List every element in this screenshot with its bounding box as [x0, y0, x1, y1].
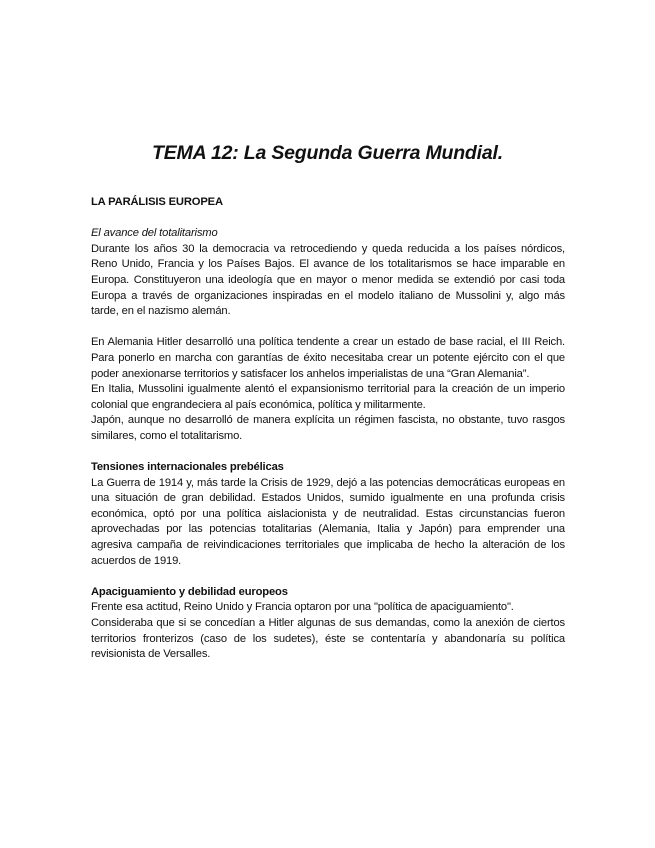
document-body [91, 195, 565, 663]
paragraph: Consideraba que si se concedían a Hitler algunas de sus demandas, como la anexión de ciertos territorios fronterizos (caso de los sudetes), éste se contentaría y abandonaría su política revisionista de Versalles. [91, 617, 565, 661]
spacer [91, 320, 565, 336]
subheading-tensiones: Tensiones internacionales prebélicas [91, 461, 284, 474]
paragraph: En Italia, Mussolini igualmente alentó el expansionismo territorial para la creación de un imperio colonial que engrandeciera al país económica, política y militarmente. [91, 383, 565, 411]
section-heading: LA PARÁLISIS EUROPEA [91, 196, 223, 208]
subheading-totalitarismo: El avance del totalitarismo [91, 227, 218, 240]
paragraph: La Guerra de 1914 y, más tarde la Crisis de 1929, dejó a las potencias democráticas europeas en una situación de gran debilidad. Estados Unidos, sumido igualmente en una profunda crisis económica, optó por una política aislacionista y de neutralidad. Estas circunstancias fueron aprovechadas por las potencias totalitarias (Alemania, Italia y Japón) para emprender una agresiva campaña de reivindicaciones territoriales que implicaba de hecho la alteración de los acuerdos de 1919. [91, 476, 565, 567]
paragraph: En Alemania Hitler desarrolló una política tendente a crear un estado de base racial, el III Reich. Para ponerlo en marcha con garantías de éxito necesitaba crear un potente ejército con el que poder anexionarse territorios y satisfacer los anhelos imperialistas de una “Gran Alemania”. [91, 336, 565, 380]
spacer [91, 445, 565, 461]
paragraph: Durante los años 30 la democracia va retrocediendo y queda reducida a los países nórdicos, Reno Unido, Francia y los Países Bajos. El avance de los totalitarismos se hace imparable en Europa. Constituyeron una ideología que en mayor o menor medida se extendió por casi toda Europa a través de organizaciones inspiradas en el modelo italiano de Mussolini y, algo más tarde, en el nazismo alemán. [91, 242, 565, 318]
paragraph: Japón, aunque no desarrolló de manera explícita un régimen fascista, no obstante, tuvo rasgos similares, como el totalitarismo. [91, 414, 565, 442]
spacer [91, 211, 565, 227]
subheading-apaciguamiento: Apaciguamiento y debilidad europeos [91, 585, 288, 598]
document-title: TEMA 12: La Segunda Guerra Mundial. [152, 142, 503, 164]
spacer [91, 569, 565, 585]
paragraph: Frente esa actitud, Reino Unido y Francia optaron por una "política de apaciguamiento". [91, 601, 514, 614]
